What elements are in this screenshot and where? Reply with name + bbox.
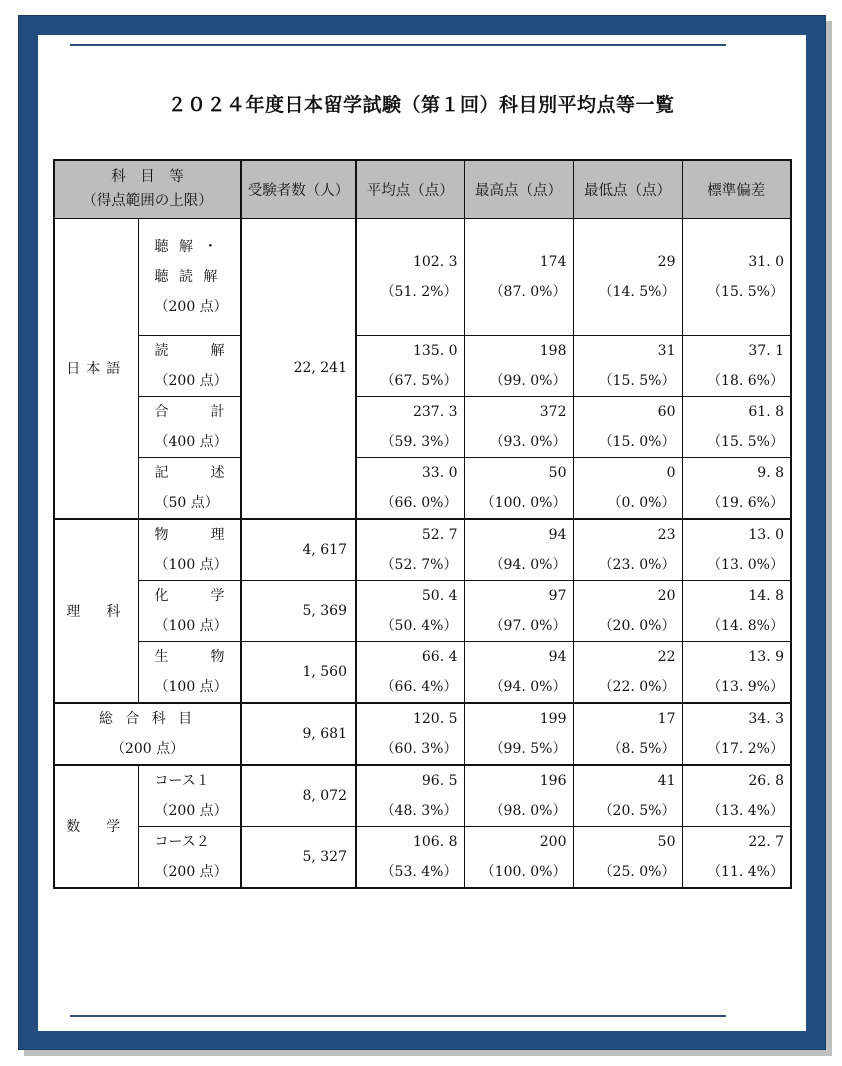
table-row	[54, 457, 791, 519]
max-cell: 94 （94. 0%）	[464, 519, 573, 581]
table-row	[54, 826, 791, 888]
examinees-japan-and-world: 9, 681	[241, 703, 356, 765]
mean-cell: 120. 5 （60. 3%）	[356, 703, 464, 765]
header-row	[54, 160, 791, 218]
min-cell: 23 （23. 0%）	[573, 519, 682, 581]
table-row	[54, 703, 791, 765]
sd-cell: 37. 1 （18. 6%）	[682, 335, 791, 396]
subject-math-course1: コース１ （200 点）	[138, 765, 241, 827]
mean-cell: 106. 8 （53. 4%）	[356, 826, 464, 888]
subject-biology: 生 物 （100 点）	[138, 641, 241, 703]
table-row	[54, 335, 791, 396]
examinees-physics: 4, 617	[241, 519, 356, 581]
mean-cell: 135. 0 （67. 5%）	[356, 335, 464, 396]
sd-cell: 14. 8 （14. 8%）	[682, 580, 791, 641]
min-cell: 31 （15. 5%）	[573, 335, 682, 396]
mean-cell: 33. 0 （66. 0%）	[356, 457, 464, 519]
examinees-math-course1: 8, 072	[241, 765, 356, 827]
sd-cell: 9. 8 （19. 6%）	[682, 457, 791, 519]
sd-cell: 22. 7 （11. 4%）	[682, 826, 791, 888]
decorative-rule-bottom	[70, 1015, 726, 1017]
subject-listening: 聴 解 ・ 聴 読 解 （200 点）	[138, 218, 241, 335]
score-table	[53, 159, 792, 889]
min-cell: 41 （20. 5%）	[573, 765, 682, 827]
table-row	[54, 641, 791, 703]
max-cell: 174 （87. 0%）	[464, 218, 573, 335]
max-cell: 198 （99. 0%）	[464, 335, 573, 396]
sd-cell: 31. 0 （15. 5%）	[682, 218, 791, 335]
subject-writing: 記 述 （50 点）	[138, 457, 241, 519]
max-cell: 196 （98. 0%）	[464, 765, 573, 827]
min-cell: 0 （0. 0%）	[573, 457, 682, 519]
examinees-japanese: 22, 241	[241, 218, 356, 519]
table-row	[54, 765, 791, 827]
subject-reading: 読 解 （200 点）	[138, 335, 241, 396]
decorative-rule-top	[70, 44, 726, 46]
max-cell: 50 （100. 0%）	[464, 457, 573, 519]
mean-cell: 66. 4 （66. 4%）	[356, 641, 464, 703]
sd-cell: 13. 0 （13. 0%）	[682, 519, 791, 581]
max-cell: 200 （100. 0%）	[464, 826, 573, 888]
table-row	[54, 580, 791, 641]
group-japanese: 日本語	[54, 218, 138, 519]
page-title: ２０２４年度日本留学試験（第１回）科目別平均点等一覧	[167, 94, 675, 116]
min-cell: 29 （14. 5%）	[573, 218, 682, 335]
examinees-chemistry: 5, 369	[241, 580, 356, 641]
subject-physics: 物 理 （100 点）	[138, 519, 241, 581]
header-examinees: 受験者数（人）	[241, 160, 356, 218]
min-cell: 60 （15. 0%）	[573, 396, 682, 457]
subject-math-course2: コース２ （200 点）	[138, 826, 241, 888]
sd-cell: 61. 8 （15. 5%）	[682, 396, 791, 457]
sd-cell: 26. 8 （13. 4%）	[682, 765, 791, 827]
header-subject: 科 目 等 （得点範囲の上限）	[54, 160, 241, 218]
min-cell: 20 （20. 0%）	[573, 580, 682, 641]
header-max: 最高点（点）	[464, 160, 573, 218]
table-row	[54, 218, 791, 335]
group-science: 理 科	[54, 519, 138, 703]
header-min: 最低点（点）	[573, 160, 682, 218]
subject-japan-and-world: 総 合 科 目 （200 点）	[54, 703, 241, 765]
examinees-biology: 1, 560	[241, 641, 356, 703]
header-sd: 標準偏差	[682, 160, 791, 218]
table-row	[54, 396, 791, 457]
mean-cell: 102. 3 （51. 2%）	[356, 218, 464, 335]
min-cell: 50 （25. 0%）	[573, 826, 682, 888]
header-mean: 平均点（点）	[356, 160, 464, 218]
mean-cell: 96. 5 （48. 3%）	[356, 765, 464, 827]
sd-cell: 34. 3 （17. 2%）	[682, 703, 791, 765]
mean-cell: 237. 3 （59. 3%）	[356, 396, 464, 457]
subject-chemistry: 化 学 （100 点）	[138, 580, 241, 641]
group-math: 数 学	[54, 765, 138, 888]
mean-cell: 50. 4 （50. 4%）	[356, 580, 464, 641]
max-cell: 94 （94. 0%）	[464, 641, 573, 703]
subject-total: 合 計 （400 点）	[138, 396, 241, 457]
sd-cell: 13. 9 （13. 9%）	[682, 641, 791, 703]
max-cell: 199 （99. 5%）	[464, 703, 573, 765]
min-cell: 17 （8. 5%）	[573, 703, 682, 765]
table-row	[54, 519, 791, 581]
examinees-math-course2: 5, 327	[241, 826, 356, 888]
mean-cell: 52. 7 （52. 7%）	[356, 519, 464, 581]
max-cell: 372 （93. 0%）	[464, 396, 573, 457]
min-cell: 22 （22. 0%）	[573, 641, 682, 703]
max-cell: 97 （97. 0%）	[464, 580, 573, 641]
